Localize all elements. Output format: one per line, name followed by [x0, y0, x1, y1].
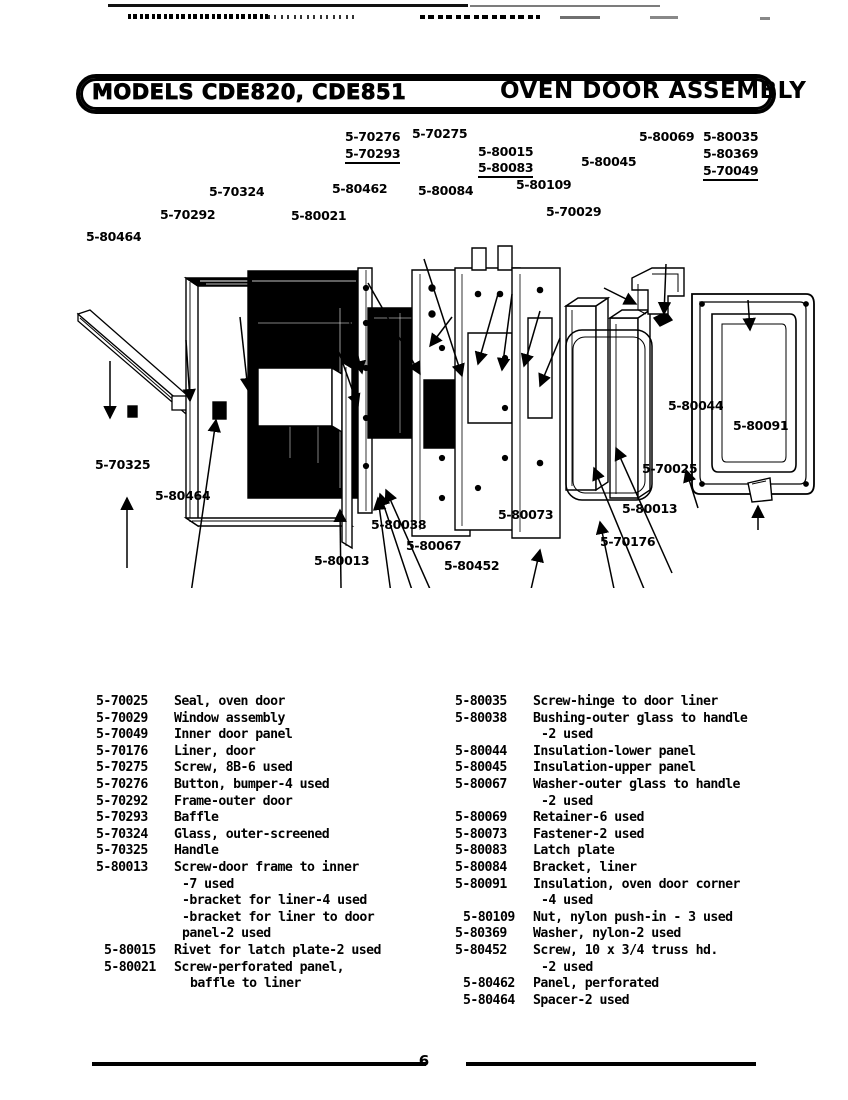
part-description-continuation: baffle to liner [190, 976, 301, 992]
part-number: 5-80044 [455, 743, 507, 759]
part-number: 5-80013 [96, 859, 148, 875]
callout-5-80021: 5-80021 [291, 208, 347, 223]
part-inner-door-panel [692, 294, 814, 494]
parts-list-row [96, 794, 456, 811]
part-handle [78, 310, 196, 414]
part-number: 5-80369 [455, 926, 507, 942]
parts-list-row [455, 926, 835, 943]
part-number: 5-80015 [104, 942, 156, 958]
scan-smudge-dot [560, 16, 600, 19]
parts-list-row [96, 777, 456, 794]
parts-list-row [455, 993, 835, 1010]
parts-list-row [96, 760, 456, 777]
parts-list-row [96, 827, 456, 844]
part-description-continuation: -2 used [541, 793, 593, 809]
part-latch-plate-panel [455, 246, 520, 530]
part-description: Button, bumper-4 used [174, 776, 330, 792]
part-number: 5-70292 [96, 793, 148, 809]
part-description: Handle [174, 843, 219, 859]
part-number: 5-80084 [455, 859, 507, 875]
parts-list-row [96, 860, 456, 877]
part-corner-insulation [748, 478, 772, 502]
part-description: Liner, door [174, 743, 256, 759]
part-number: 5-70293 [96, 810, 148, 826]
part-description: Bracket, liner [533, 859, 637, 875]
callout-5-80464: 5-80464 [155, 488, 211, 503]
part-number: 5-80464 [463, 992, 515, 1008]
part-description-continuation: -4 used [541, 893, 593, 909]
callout-5-80452: 5-80452 [444, 558, 500, 573]
callout-5-70293: 5-70293 [345, 147, 400, 164]
scan-smudge-blob [128, 14, 268, 19]
parts-list-row [455, 711, 835, 728]
parts-list-row [96, 727, 456, 744]
part-description-continuation: -bracket for liner-4 used [182, 893, 367, 909]
callout-5-80073: 5-80073 [498, 507, 554, 522]
part-number: 5-80083 [455, 843, 507, 859]
callout-5-80091: 5-80091 [733, 418, 789, 433]
callout-5-70292: 5-70292 [160, 207, 216, 222]
parts-list-left-column [96, 694, 456, 993]
callout-5-80013: 5-80013 [622, 501, 678, 516]
callout-5-80035: 5-80035 [703, 129, 759, 144]
part-number: 5-80021 [104, 959, 156, 975]
part-number: 5-70025 [96, 694, 148, 709]
part-description: Latch plate [533, 843, 615, 859]
callout-5-80044: 5-80044 [668, 398, 724, 413]
part-number: 5-70275 [96, 760, 148, 776]
part-number: 5-70029 [96, 710, 148, 726]
callout-5-70276: 5-70276 [345, 129, 401, 144]
parts-list-row [96, 744, 456, 761]
part-outer-glass [248, 271, 358, 548]
part-description: Insulation-lower panel [533, 743, 696, 759]
part-number: 5-70324 [96, 826, 148, 842]
part-description: Fastener-2 used [533, 826, 644, 842]
parts-list-right-column [455, 694, 835, 1009]
callout-5-80069: 5-80069 [639, 129, 695, 144]
models-label: MODELS CDE820, CDE851 [92, 80, 407, 104]
part-description-continuation: -2 used [541, 727, 593, 743]
scan-smudge-line [108, 4, 468, 7]
parts-list-row [96, 810, 456, 827]
part-number: 5-80109 [463, 909, 515, 925]
scan-smudge-dot [650, 16, 678, 19]
part-number: 5-80073 [455, 826, 507, 842]
part-description-continuation: -7 used [182, 876, 234, 892]
callout-5-70324: 5-70324 [209, 184, 265, 199]
part-description-continuation: panel-2 used [182, 926, 271, 942]
part-description: Seal, oven door [174, 694, 285, 709]
part-number: 5-70325 [96, 843, 148, 859]
callout-5-70275: 5-70275 [412, 126, 468, 141]
parts-list-row [96, 960, 456, 977]
part-number: 5-70049 [96, 727, 148, 743]
scan-smudge-blob [420, 15, 540, 19]
parts-list-row [455, 760, 835, 777]
parts-list-row [96, 711, 456, 728]
parts-list-row [96, 943, 456, 960]
callout-5-80013: 5-80013 [314, 553, 370, 568]
part-description: Rivet for latch plate-2 used [174, 942, 381, 958]
callout-5-70049: 5-70049 [703, 164, 758, 181]
callout-5-80462: 5-80462 [332, 181, 388, 196]
part-description: Frame-outer door [174, 793, 293, 809]
part-description: Screw, 10 x 3/4 truss hd. [533, 942, 718, 958]
scan-smudge-line [470, 5, 660, 7]
part-description-continuation: -2 used [541, 959, 593, 975]
callout-5-70025: 5-70025 [642, 461, 698, 476]
callout-5-70325: 5-70325 [95, 457, 151, 472]
part-window-assembly [512, 268, 560, 538]
parts-list-row [455, 827, 835, 844]
part-description: Baffle [174, 810, 219, 826]
part-number: 5-80038 [455, 710, 507, 726]
parts-list-row [455, 860, 835, 877]
callout-5-80464: 5-80464 [86, 229, 142, 244]
parts-list-row [455, 694, 835, 711]
part-number: 5-80067 [455, 776, 507, 792]
part-number: 5-80035 [455, 694, 507, 709]
parts-list-row [455, 843, 835, 860]
part-number: 5-70176 [96, 743, 148, 759]
parts-list-row [455, 777, 835, 794]
callout-5-80084: 5-80084 [418, 183, 474, 198]
part-description: Screw-perforated panel, [174, 959, 344, 975]
scan-smudge-dot [760, 17, 770, 20]
parts-list-row [455, 810, 835, 827]
part-number: 5-80069 [455, 810, 507, 826]
part-description: Screw, 8B-6 used [174, 760, 293, 776]
part-description: Washer-outer glass to handle [533, 776, 740, 792]
parts-list-row [96, 843, 456, 860]
page-number: 6 [418, 1052, 430, 1070]
parts-list-row [455, 744, 835, 761]
part-description: Bushing-outer glass to handle [533, 710, 748, 726]
callout-5-80015: 5-80015 [478, 144, 534, 159]
part-description-continuation: -bracket for liner to door [182, 909, 375, 925]
part-description: Retainer-6 used [533, 810, 644, 826]
callout-5-80067: 5-80067 [406, 538, 462, 553]
callout-5-70176: 5-70176 [600, 534, 656, 549]
part-number: 5-80452 [455, 942, 507, 958]
part-description: Insulation, oven door corner [533, 876, 740, 892]
part-description: Screw-door frame to inner [174, 859, 359, 875]
callout-5-80109: 5-80109 [516, 177, 572, 192]
part-description: Window assembly [174, 710, 285, 726]
part-description: Panel, perforated [533, 976, 659, 992]
parts-list-row [455, 943, 835, 960]
parts-list-row [455, 877, 835, 894]
parts-list-row [455, 976, 835, 993]
assembly-title: OVEN DOOR ASSEMBLY [500, 78, 807, 104]
callout-5-80083: 5-80083 [478, 161, 533, 178]
part-description: Glass, outer-screened [174, 826, 330, 842]
part-description: Screw-hinge to door liner [533, 694, 718, 709]
part-number: 5-80045 [455, 760, 507, 776]
scan-smudge-blob [268, 15, 358, 19]
part-description: Spacer-2 used [533, 992, 630, 1008]
part-number: 5-70276 [96, 776, 148, 792]
part-number: 5-80091 [455, 876, 507, 892]
callout-5-80045: 5-80045 [581, 154, 637, 169]
part-hinge-bracket [632, 268, 684, 314]
callout-5-70029: 5-70029 [546, 204, 602, 219]
callout-5-80369: 5-80369 [703, 146, 759, 161]
part-description: Inner door panel [174, 727, 293, 743]
callout-5-80038: 5-80038 [371, 517, 427, 532]
part-insulation-strips [566, 298, 650, 498]
part-description: Insulation-upper panel [533, 760, 696, 776]
part-description: Nut, nylon push-in - 3 used [533, 909, 733, 925]
part-description: Washer, nylon-2 used [533, 926, 681, 942]
parts-list-row [455, 910, 835, 927]
parts-list-row [96, 694, 456, 711]
part-number: 5-80462 [463, 976, 515, 992]
